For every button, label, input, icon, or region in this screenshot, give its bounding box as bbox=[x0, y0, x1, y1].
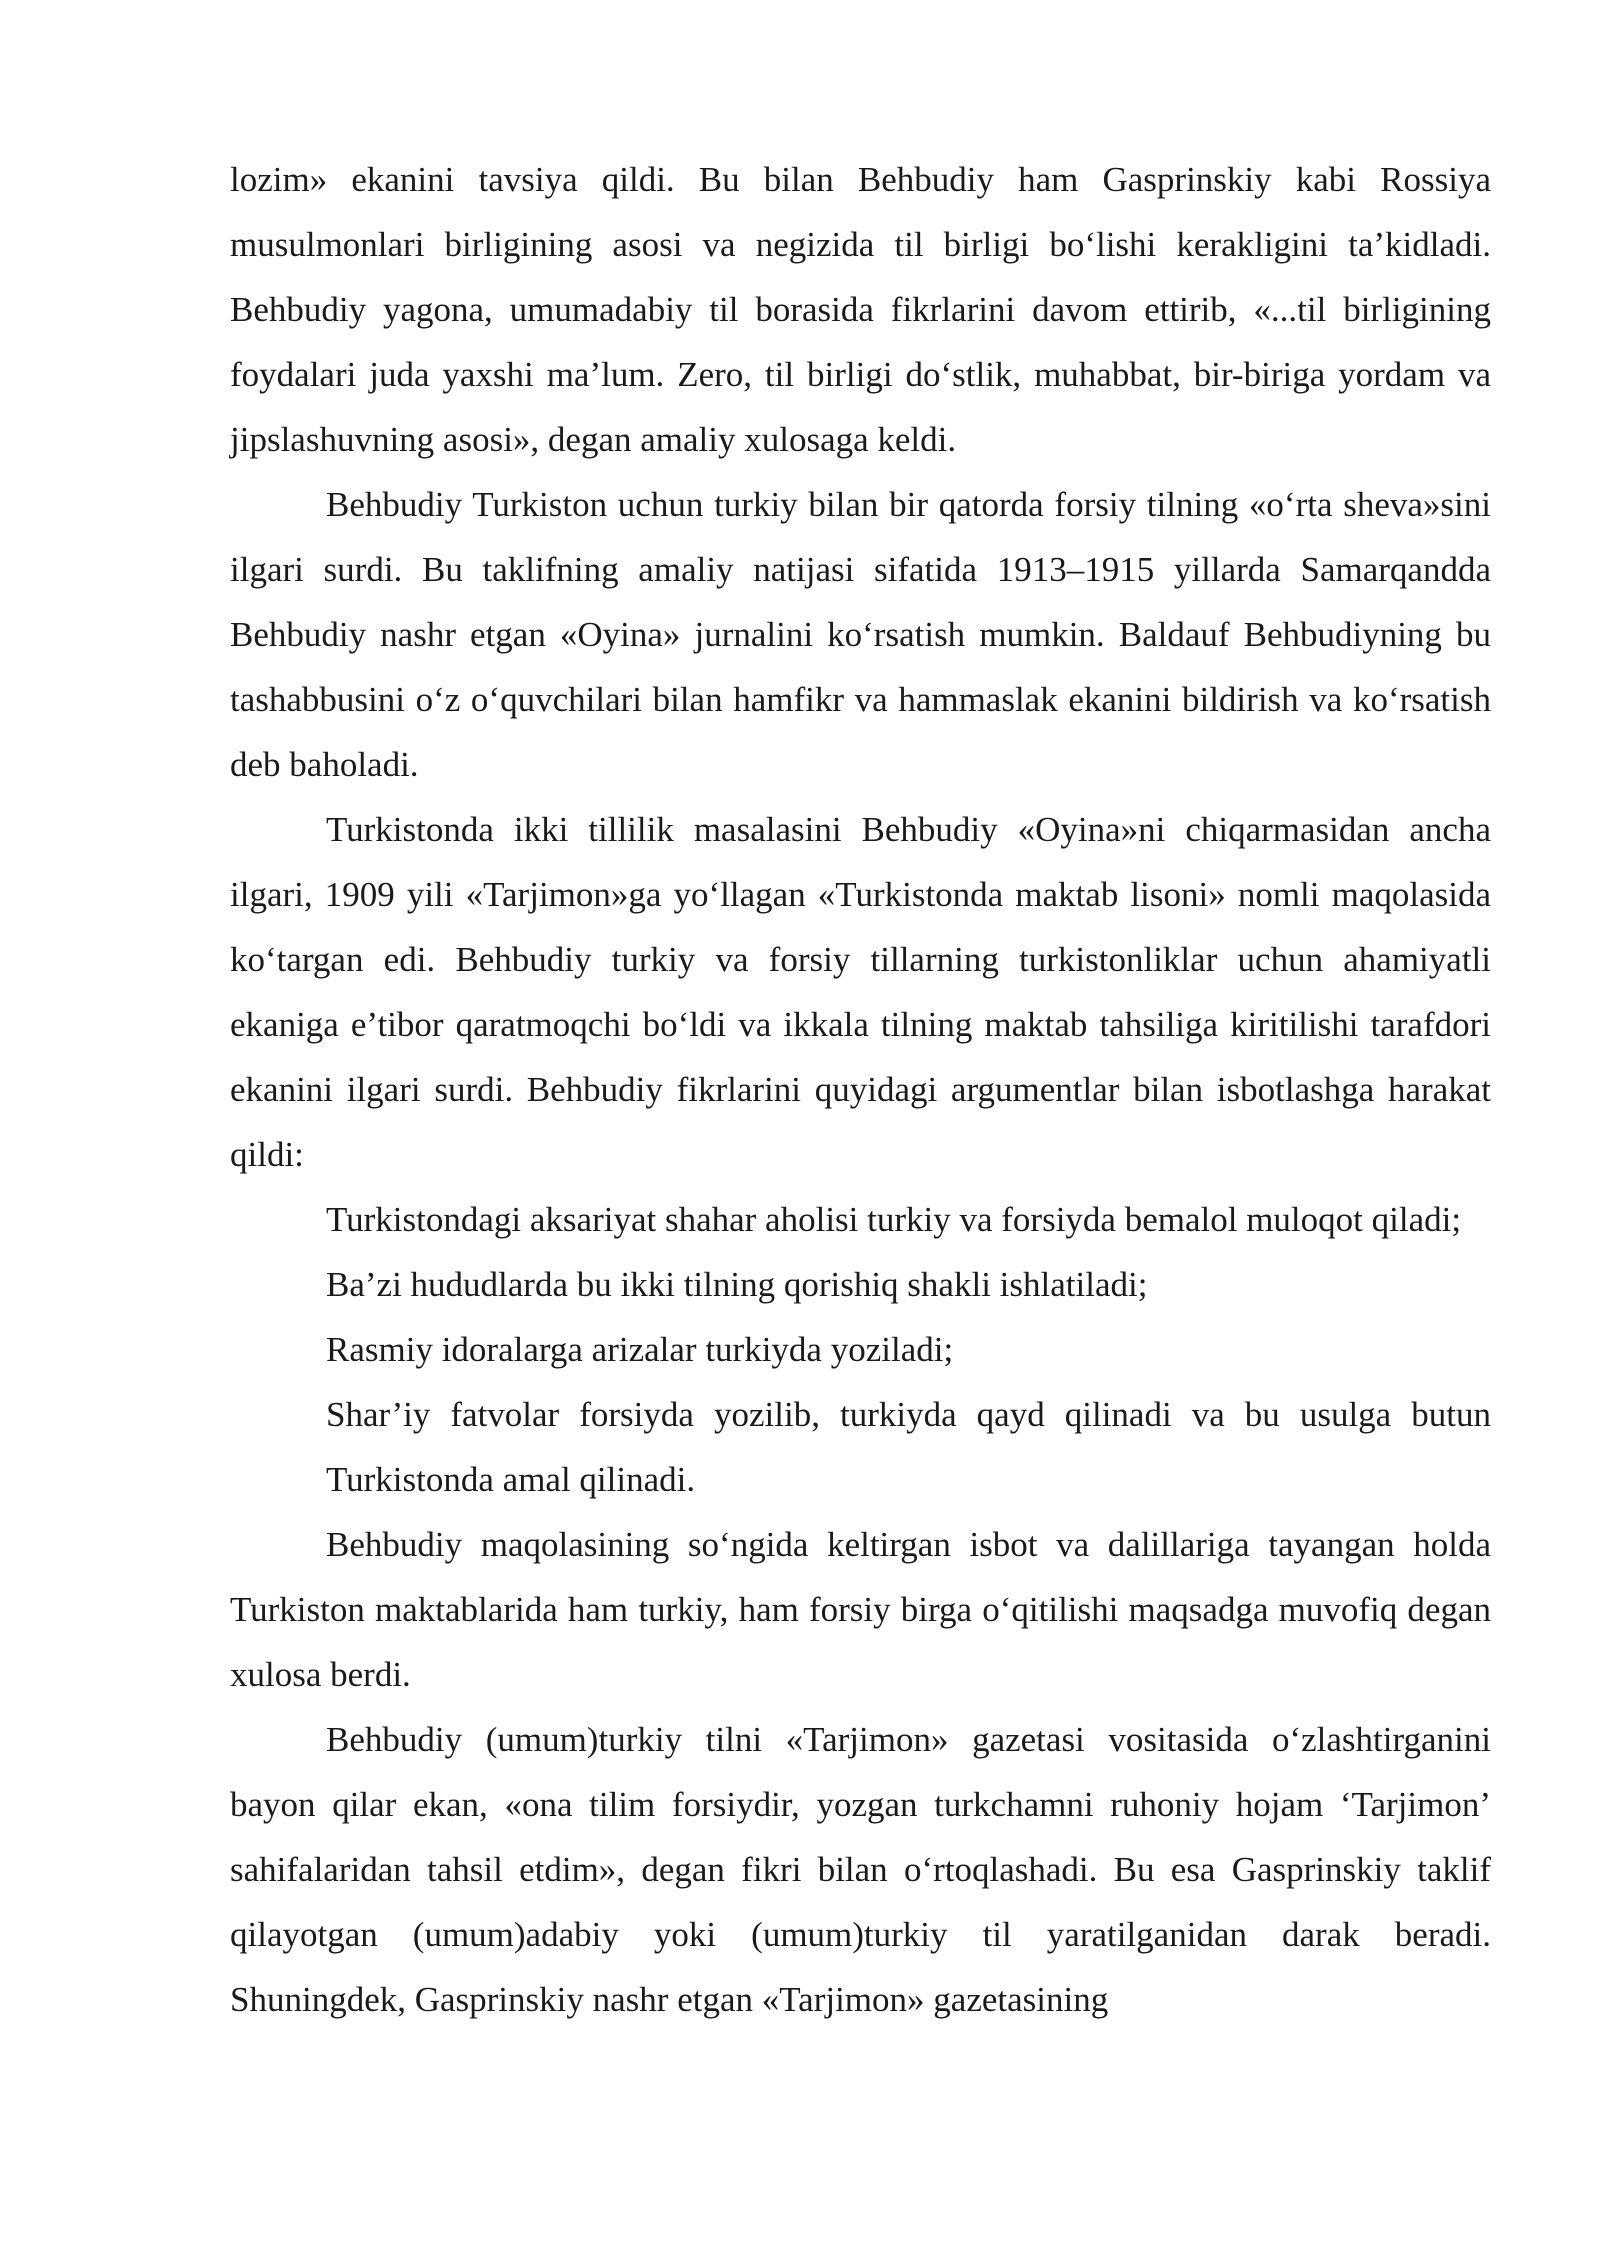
argument-item-2: Ba’zi hududlarda bu ikki tilning qorishiq shakli ishlatiladi; bbox=[326, 1265, 1148, 1304]
paragraph-3: Turkistonda ikki tillilik masalasini Behbudiy «Oyina»ni chiqarmasidan ancha ilgari, 1909 yili «Tarjimon»ga yo‘llagan «Turkistonda maktab lisoni» nomli maqolasida ko‘targan edi. Behbudiy turkiy va forsiy tillarning turkistonliklar uchun ahamiyatli ekaniga e’tibor qaratmoqchi bo‘ldi va ikkala tilning maktab tahsiliga kiritilishi tarafdori ekanini ilgari surdi. Behbudiy fikrlarini quyidagi argumentlar bilan isbotlashga harakat qildi: bbox=[230, 810, 1491, 1174]
argument-item-4: Shar’iy fatvolar forsiyda yozilib, turkiyda qayd qilinadi va bu usulga butun Turkistonda amal qilinadi. bbox=[326, 1395, 1491, 1499]
paragraph-5: Behbudiy (umum)turkiy tilni «Tarjimon» gazetasi vositasida o‘zlashtirganini bayon qilar ekan, «ona tilim forsiydir, yozgan turkchamni ruhoniy hojam ‘Tarjimon’ sahifalaridan tahsil etdim», degan fikri bilan o‘rtoqlashadi. Bu esa Gasprinskiy taklif qilayotgan (umum)adabiy yoki (umum)turkiy til yaratilganidan darak beradi. Shuningdek, Gasprinskiy nashr etgan «Tarjimon» gazetasining bbox=[230, 1720, 1491, 2019]
argument-item-1: Turkistondagi aksariyat shahar aholisi turkiy va forsiyda bemalol muloqot qiladi; bbox=[326, 1200, 1462, 1239]
paragraph-1: lozim» ekanini tavsiya qildi. Bu bilan Behbudiy ham Gasprinskiy kabi Rossiya musulmonlari birligining asosi va negizida til birligi bo‘lishi kerakligini ta’kidladi. Behbudiy yagona, umumadabiy til borasida fikrlarini davom ettirib, «...til birligining foydalari juda yaxshi ma’lum. Zero, til birligi do‘stlik, muhabbat, bir-biriga yordam va jipslashuvning asosi», degan amaliy xulosaga keldi. bbox=[230, 160, 1491, 459]
paragraph-2: Behbudiy Turkiston uchun turkiy bilan bir qatorda forsiy tilning «o‘rta sheva»sini ilgari surdi. Bu taklifning amaliy natijasi sifatida 1913–1915 yillarda Samarqandda Behbudiy nashr etgan «Oyina» jurnalini ko‘rsatish mumkin. Baldauf Behbudiyning bu tashabbusini o‘z o‘quvchilari bilan hamfikr va hammaslak ekanini bildirish va ko‘rsatish deb baholadi. bbox=[230, 485, 1491, 784]
document-body bbox=[230, 147, 1491, 2032]
paragraph-4: Behbudiy maqolasining so‘ngida keltirgan isbot va dalillariga tayangan holda Turkiston maktablarida ham turkiy, ham forsiy birga o‘qitilishi maqsadga muvofiq degan xulosa berdi. bbox=[230, 1525, 1491, 1694]
argument-item-3: Rasmiy idoralarga arizalar turkiyda yoziladi; bbox=[326, 1330, 954, 1369]
